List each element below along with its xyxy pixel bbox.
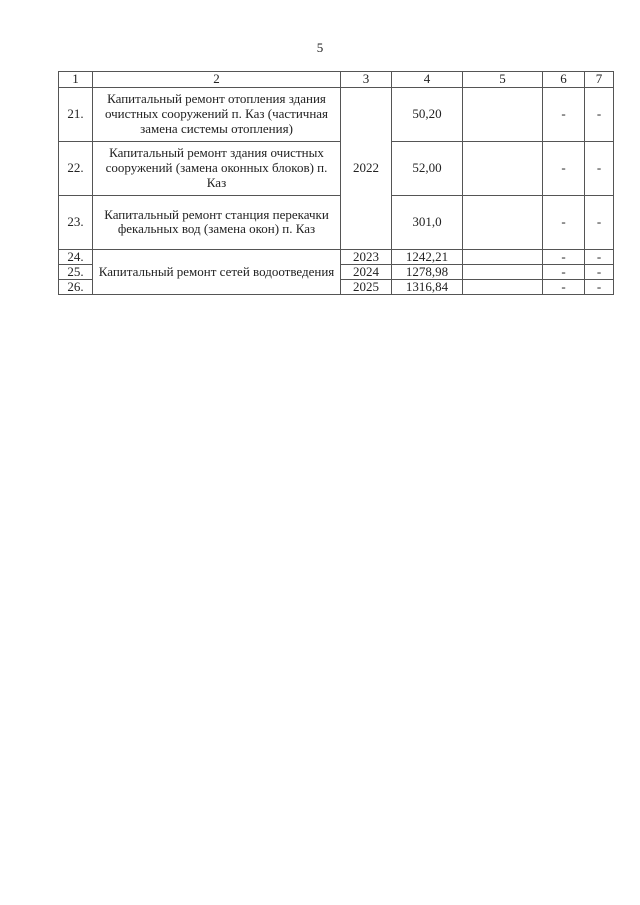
row-number: 21.: [59, 87, 93, 141]
col7-cell: -: [585, 141, 614, 195]
col7-cell: -: [585, 195, 614, 249]
header-cell: 7: [585, 72, 614, 88]
amount-cell: 52,00: [392, 141, 463, 195]
row-number: 25.: [59, 264, 93, 279]
work-name: Капитальный ремонт станция перекачки фекальных вод (замена окон) п. Каз: [93, 195, 341, 249]
header-cell: 6: [543, 72, 585, 88]
table-row: [59, 141, 614, 195]
col7-cell: -: [585, 87, 614, 141]
table-header-row: [59, 72, 614, 88]
col6-cell: -: [543, 141, 585, 195]
year-cell: 2025: [341, 279, 392, 294]
amount-cell: 1242,21: [392, 249, 463, 264]
year-cell: 2022: [341, 87, 392, 249]
col5-cell: [463, 141, 543, 195]
year-cell: 2023: [341, 249, 392, 264]
row-number: 26.: [59, 279, 93, 294]
col5-cell: [463, 87, 543, 141]
table-row: [59, 87, 614, 141]
header-cell: 2: [93, 72, 341, 88]
col7-cell: -: [585, 264, 614, 279]
col7-cell: -: [585, 249, 614, 264]
row-number: 24.: [59, 249, 93, 264]
row-number: 22.: [59, 141, 93, 195]
col5-cell: [463, 249, 543, 264]
amount-cell: 50,20: [392, 87, 463, 141]
amount-cell: 1278,98: [392, 264, 463, 279]
works-table: [58, 71, 614, 295]
table-row: [59, 249, 614, 264]
col6-cell: -: [543, 279, 585, 294]
year-cell: 2024: [341, 264, 392, 279]
col7-cell: -: [585, 279, 614, 294]
col6-cell: -: [543, 195, 585, 249]
col5-cell: [463, 279, 543, 294]
col6-cell: -: [543, 264, 585, 279]
header-cell: 3: [341, 72, 392, 88]
col5-cell: [463, 264, 543, 279]
header-cell: 1: [59, 72, 93, 88]
header-cell: 5: [463, 72, 543, 88]
row-number: 23.: [59, 195, 93, 249]
header-cell: 4: [392, 72, 463, 88]
col6-cell: -: [543, 87, 585, 141]
work-name: Капитальный ремонт сетей водоотведения: [93, 249, 341, 294]
page-number: 5: [316, 40, 324, 55]
table-row: [59, 195, 614, 249]
work-name: Капитальный ремонт здания очистных сооружений (замена оконных блоков) п. Каз: [93, 141, 341, 195]
col5-cell: [463, 195, 543, 249]
amount-cell: 1316,84: [392, 279, 463, 294]
amount-cell: 301,0: [392, 195, 463, 249]
col6-cell: -: [543, 249, 585, 264]
work-name: Капитальный ремонт отопления здания очистных сооружений п. Каз (частичная замена системы отопления): [93, 87, 341, 141]
